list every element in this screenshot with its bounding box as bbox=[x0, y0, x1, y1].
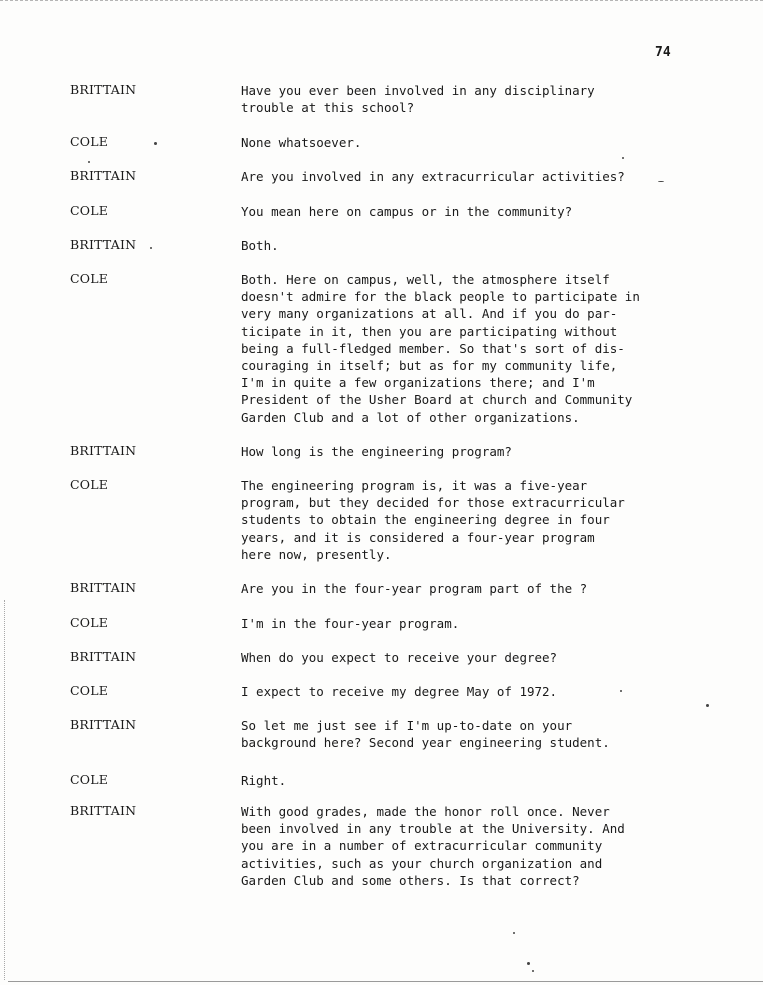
page-left-edge bbox=[4, 600, 5, 980]
speaker-name: BRITTAIN bbox=[70, 717, 137, 732]
scan-speck bbox=[88, 161, 90, 163]
scan-speck bbox=[150, 247, 152, 249]
speech-text: You mean here on campus or in the community? bbox=[241, 204, 573, 219]
speaker-name: BRITTAIN bbox=[70, 82, 137, 97]
scan-speck bbox=[706, 704, 709, 707]
speech-text: None whatsoever. bbox=[241, 135, 362, 150]
speech-text: Have you ever been involved in any disciplinary trouble at this school? bbox=[241, 83, 595, 116]
speaker-name: COLE bbox=[70, 683, 109, 698]
speaker-name: BRITTAIN bbox=[70, 237, 137, 252]
page-bottom-edge bbox=[8, 981, 763, 982]
page-number: 74 bbox=[655, 45, 671, 60]
speaker-name: COLE bbox=[70, 772, 109, 787]
speaker-name: COLE bbox=[70, 203, 109, 218]
page-top-edge bbox=[0, 0, 763, 1]
speaker-name: COLE bbox=[70, 615, 109, 630]
speaker-name: BRITTAIN bbox=[70, 649, 137, 664]
speech-text: The engineering program is, it was a five-year program, but they decided for those extracurricular students to obtain the engineering degree in four years, and it is considered a four-year program here now, presently. bbox=[241, 478, 625, 562]
speaker-name: BRITTAIN bbox=[70, 803, 137, 818]
speech-text: Are you involved in any extracurricular activities? bbox=[241, 169, 625, 184]
speaker-name: BRITTAIN bbox=[70, 443, 137, 458]
speech-text: How long is the engineering program? bbox=[241, 444, 512, 459]
speech-text: So let me just see if I'm up-to-date on your background here? Second year engineering student. bbox=[241, 718, 610, 751]
scan-speck bbox=[527, 962, 530, 965]
speech-text: Both. bbox=[241, 238, 279, 253]
speaker-name: COLE bbox=[70, 477, 109, 492]
speaker-name: BRITTAIN bbox=[70, 580, 137, 595]
speech-text: Are you in the four-year program part of the ? bbox=[241, 581, 588, 596]
speaker-name: COLE bbox=[70, 271, 109, 286]
scan-speck bbox=[154, 142, 157, 145]
scan-speck bbox=[513, 932, 515, 934]
scan-speck bbox=[622, 157, 624, 159]
speech-text: Right. bbox=[241, 773, 287, 788]
scan-speck bbox=[658, 181, 664, 182]
scan-speck bbox=[532, 970, 534, 972]
speech-text: I'm in the four-year program. bbox=[241, 616, 460, 631]
speaker-name: BRITTAIN bbox=[70, 168, 137, 183]
speech-text: Both. Here on campus, well, the atmosphere itself doesn't admire for the black people to participate in very many organizations at all. And if you do par- ticipate in it, then you are participating without being a full-fledged member. So that's sort of dis- couraging in itself; but as for my community life, I'm in quite a few organizations there; and I'm President of the Usher Board at church and Community Garden Club and a lot of other organizations. bbox=[241, 272, 640, 425]
speech-text: I expect to receive my degree May of 1972. bbox=[241, 684, 558, 699]
scan-speck bbox=[620, 690, 622, 692]
speech-text: With good grades, made the honor roll once. Never been involved in any trouble at the University. And you are in a number of extracurricular community activities, such as your church organization and Garden Club and some others. Is that correct? bbox=[241, 804, 625, 888]
speaker-name: COLE bbox=[70, 134, 109, 149]
speech-text: When do you expect to receive your degree? bbox=[241, 650, 558, 665]
